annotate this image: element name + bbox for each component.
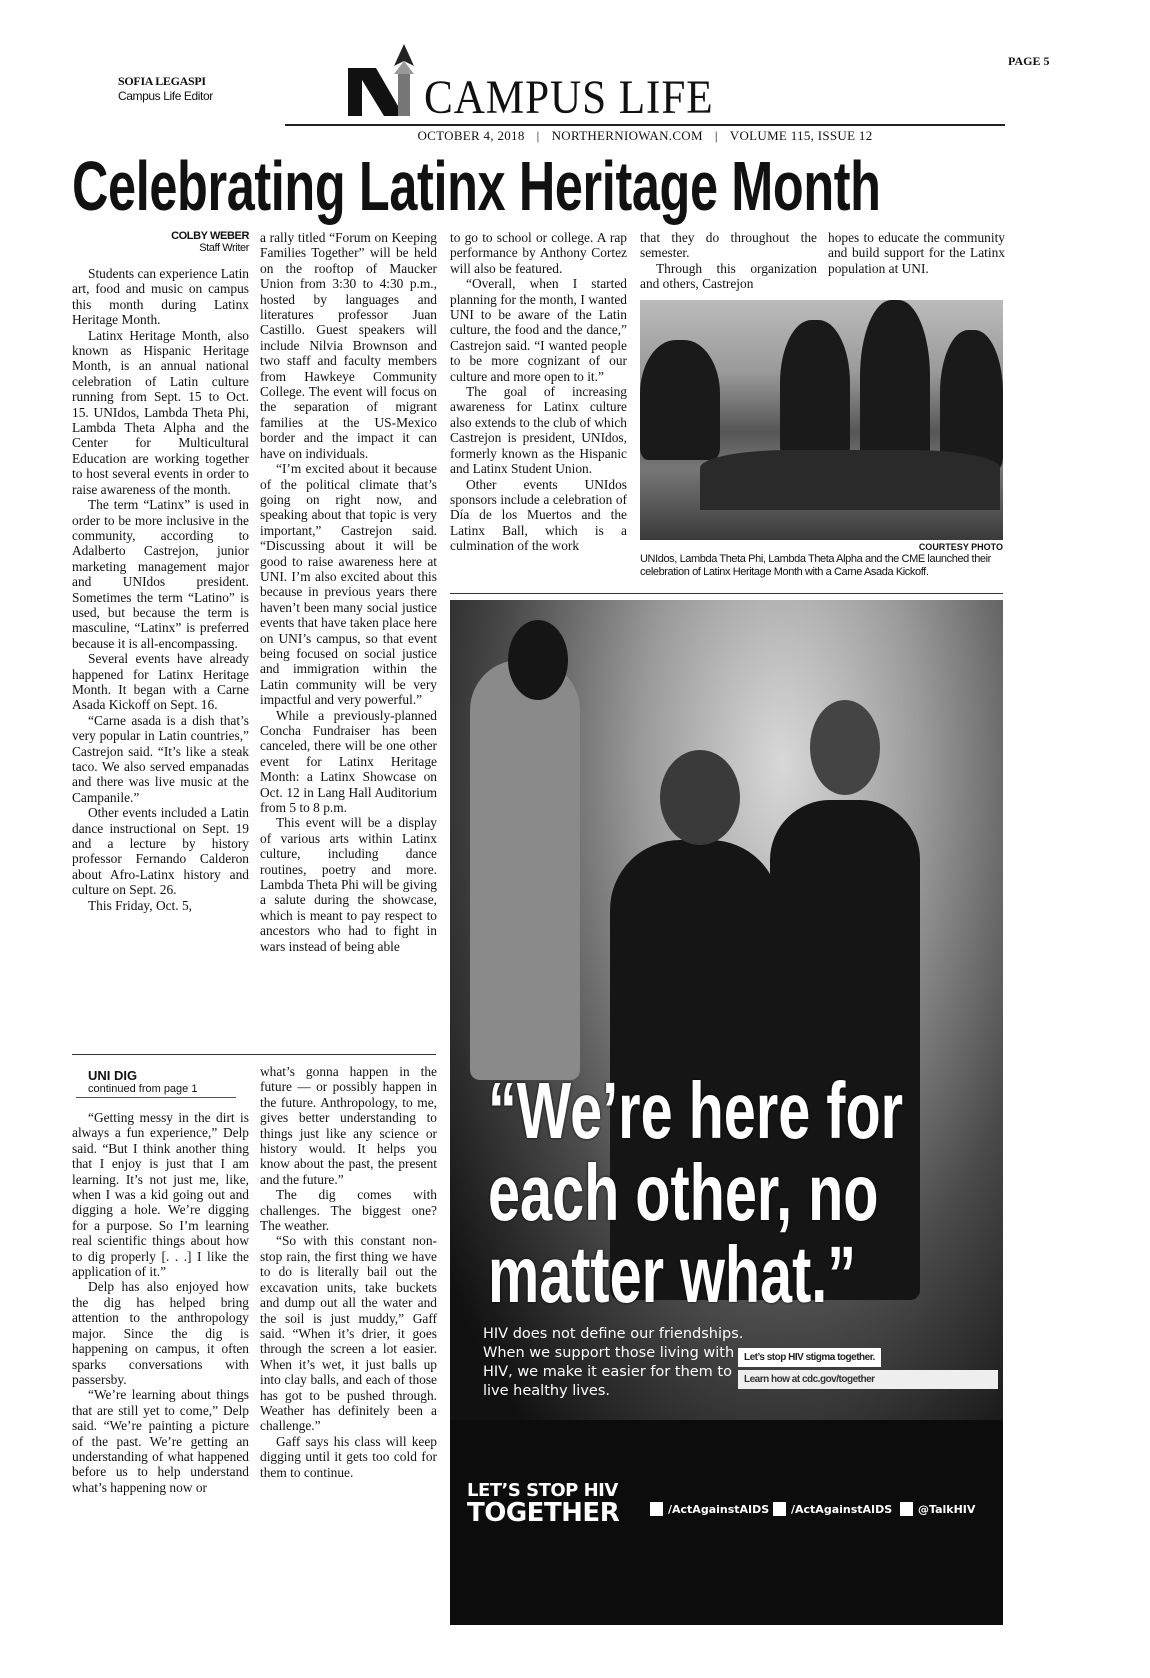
site-url: NORTHERNIOWAN.COM (551, 128, 703, 143)
jump-continued: continued from page 1 (88, 1083, 198, 1095)
jump-label: UNI DIG (88, 1068, 138, 1083)
author-name: COLBY WEBER (171, 230, 249, 242)
article-headline: Celebrating Latinx Heritage Month (72, 147, 881, 225)
divider (72, 1054, 436, 1055)
paragraph: The dig comes with challenges. The biggest one? The weather. (260, 1187, 437, 1234)
separator: | (714, 128, 718, 143)
ad-callout-line-2: Learn how at cdc.gov/together (738, 1370, 998, 1389)
paragraph: “So with this constant non-stop rain, the first thing we have to do is literally bail out the excavation units, take buckets and dump out all the water and the soil is just muddy,” Gaff said. “When it’s drier, it goes through the screen a lot easier. When it’s wet, it just balls up into clay balls, and each of those has got to be pushed through. Weather has definitely been a challenge.” (260, 1233, 437, 1434)
page-number: PAGE 5 (1008, 54, 1050, 68)
paragraph: “We’re learning about things that are still yet to come,” Delp said. “We’re painting a picture of the past. We’re getting an understanding of what happened before us to help understand what’s happening now or (72, 1387, 249, 1495)
photo-caption: UNIdos, Lambda Theta Phi, Lambda Theta Alpha and the CME launched their celebration of Latinx Heritage Month with a Carne Asada Kickoff. (640, 553, 991, 578)
article-column-5 (828, 230, 1005, 276)
hiv-awareness-ad (450, 600, 1003, 1625)
quote-line: matter what.” (488, 1230, 857, 1319)
volume-issue: VOLUME 115, ISSUE 12 (729, 128, 873, 143)
paragraph: Delp has also enjoyed how the dig has helped bring attention to the anthropology major. Since the dig is happening on campus, it often sparks conversations with passersby. (72, 1279, 249, 1387)
editor-name: SOFIA LEGASPI (118, 74, 206, 88)
paragraph: “Overall, when I started planning for the month, I wanted UNI to be aware of the Latin culture, the food and the dance,” Castrejon said. “I wanted people to be more cognizant of our culture and more open to it.” (450, 276, 627, 384)
social-handle: @TalkHIV (918, 1502, 976, 1516)
editor-role: Campus Life Editor (118, 89, 213, 103)
twitter-icon (900, 1502, 913, 1516)
quote-line: “We’re here for (488, 1066, 904, 1155)
facebook-icon (650, 1502, 663, 1516)
paragraph: The term “Latinx” is used in order to be more inclusive in the community, according to Adalberto Castrejon, junior marketing management major and UNIdos president. Sometimes the term “Latino” is used, but because the term is masculine, “Latinx” is preferred because it is all-encompassing. (72, 497, 249, 651)
instagram-icon (773, 1502, 786, 1516)
jump-column-2 (260, 1064, 437, 1480)
paragraph: While a previously-planned Concha Fundraiser has been canceled, there will be one other event for Latinx Heritage Month: a Latinx Showcase on Oct. 12 in Lang Hall Auditorium from 5 to 8 p.m. (260, 707, 437, 816)
social-twitter (900, 1502, 975, 1516)
social-facebook (650, 1502, 769, 1516)
author-role: Staff Writer (199, 242, 249, 254)
paragraph: Several events have already happened for Latinx Heritage Month. It began with a Carne Asada Kickoff on Sept. 16. (72, 651, 249, 713)
paragraph: This Friday, Oct. 5, (88, 897, 193, 913)
social-handle: /ActAgainstAIDS (791, 1502, 893, 1516)
paragraph: Other events included a Latin dance instructional on Sept. 19 and a lecture by history professor Fernando Calderon about Afro-Latinx history and culture on Sept. 26. (72, 805, 249, 898)
paragraph: The goal of increasing awareness for Latinx culture also extends to the club of which Castrejon is president, UNIdos, formerly known as the Hispanic and Latinx Student Union. (450, 384, 627, 477)
divider (76, 1097, 236, 1098)
article-column-3 (450, 230, 627, 554)
divider (450, 593, 1003, 594)
northern-iowan-logo-icon (348, 44, 414, 116)
issue-date: OCTOBER 4, 2018 (417, 128, 525, 143)
paragraph: to go to school or college. A rap performance by Anthony Cortez will also be featured. (450, 230, 627, 276)
byline (72, 230, 249, 254)
dateline (285, 128, 1005, 144)
paragraph: what’s gonna happen in the future — or possibly happen in the future. Anthropology, to me, gives better understanding to things just like any science or history would. It helps you know about the past, the present and the future.” (260, 1064, 437, 1187)
photo-credit: COURTESY PHOTO (918, 542, 1003, 552)
social-instagram (773, 1502, 892, 1516)
paragraph: Students can experience Latin art, food and music on campus this month during Latinx Heritage Month. (72, 266, 249, 328)
event-photo (640, 300, 1003, 540)
ad-copy: HIV does not define our friendships. When we support those living with HIV, we make it easier for them to live healthy lives. (483, 1326, 744, 1399)
paragraph: Through this organization and others, Castrejon (640, 260, 817, 292)
paragraph: Other events UNIdos sponsors include a celebration of Día de los Muertos and the Latinx Ball, which is a culmination of the work (450, 476, 627, 554)
paragraph: “Getting messy in the dirt is always a fun experience,” Delp said. “But I think another thing that I enjoy is just that I am learning. It’s not just me, like, when I was a kid going out and digging a hole. We’re digging for a purpose. So I’m learning real scientific things about how to dig properly [. . .] I like the application of it.” (72, 1110, 249, 1280)
social-handle: /ActAgainstAIDS (668, 1502, 770, 1516)
ad-tagline-2: TOGETHER (467, 1498, 620, 1528)
paragraph: Latinx Heritage Month, also known as Hispanic Heritage Month, is an annual national celebration of Latin culture running from Sept. 15 to Oct. 15. UNIdos, Lambda Theta Phi, Lambda Theta Alpha and the Center for Multicultural Education are working together to host several events in order to raise awareness of the month. (72, 327, 249, 497)
paragraph: “I’m excited about it because of the political climate that’s going on right now, and speaking about that topic is very important,” Castrejon said. “Discussing about it will be good to raise awareness here at UNI. I’m also excited about this because in previous years there haven’t been many social justice events that have taken place here on UNI’s campus, so that event being focused on social justice and immigration within the Latin community will be very impactful and very powerful.” (260, 461, 437, 708)
jump-column-1 (72, 1110, 249, 1495)
quote-line: each other, no (488, 1148, 879, 1237)
header-rule (285, 124, 1005, 126)
paragraph: “Carne asada is a dish that’s very popular in Latin countries,” Castrejon said. “It’s like a steak taco. We also served empanadas and there was live music at the Campanile.” (72, 712, 249, 805)
paragraph: hopes to educate the community and build support for the Latinx population at UNI. (828, 230, 1005, 276)
article-column-4 (640, 230, 817, 292)
ad-tagline-1: LET’S STOP HIV (467, 1480, 618, 1501)
ad-callout-line-1: Let’s stop HIV stigma together. (738, 1348, 881, 1367)
paragraph: Gaff says his class will keep digging until it gets too cold for them to continue. (260, 1433, 437, 1480)
article-column-1 (72, 230, 249, 913)
article-column-2 (260, 230, 437, 954)
section-title: CAMPUS LIFE (424, 71, 714, 124)
ad-quote (488, 1066, 904, 1319)
separator: | (536, 128, 540, 143)
paragraph: This event will be a display of various arts within Latinx culture, including dance routines, poetry and more. Lambda Theta Phi will be giving a salute during the showcase, which is meant to pay respect to ancestors who had to fight in wars instead of being able (260, 815, 437, 954)
paragraph: a rally titled “Forum on Keeping Families Together” will be held on the rooftop of Maucker Union from 3:30 to 4:30 p.m., hosted by languages and literatures professor Juan Castillo. Guest speakers will include Nilvia Brownson and two staff and faculty members from Hawkeye Community College. The event will focus on the separation of migrant families at the US-Mexico border and the impact it can have on individuals. (260, 230, 437, 461)
paragraph: that they do throughout the semester. (640, 230, 817, 261)
